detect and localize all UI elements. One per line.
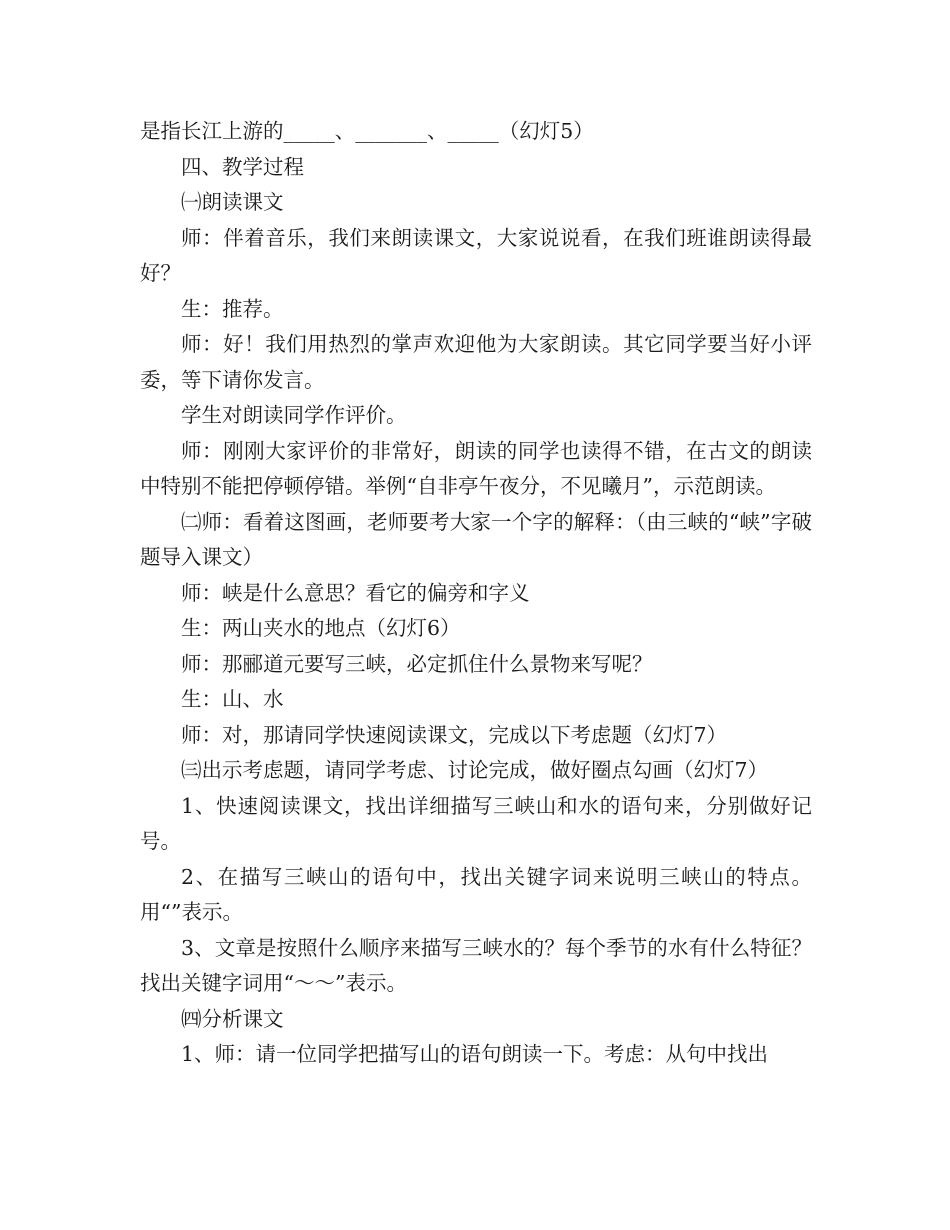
paragraph: 师：那郦道元要写三峡，必定抓住什么景物来写呢？ — [181, 651, 653, 676]
paragraph: 四、教学过程 — [181, 154, 304, 179]
paragraph: 生：山、水 — [181, 687, 284, 711]
paragraph: 1、师：请一位同学把描写山的语句朗读一下。考虑：从句中找出 — [181, 1042, 769, 1066]
paragraph: 师：伴着音乐，我们来朗读课文，大家说说看，在我们班谁朗读得最好？ — [140, 225, 812, 285]
paragraph: 生：两山夹水的地点（幻灯6） — [181, 616, 461, 640]
paragraph: 生：推荐。 — [181, 296, 284, 321]
paragraph: ㈡师：看着这图画，老师要考大家一个字的解释：（由三峡的“峡”字破题导入课文） — [140, 509, 812, 569]
paragraph: ㈣分析课文 — [181, 1006, 284, 1031]
document-body — [140, 114, 812, 1073]
paragraph: ㈢出示考虑题，请同学考虑、讨论完成，做好圈点勾画（幻灯7） — [181, 758, 769, 782]
paragraph: 学生对朗读同学作评价。 — [181, 403, 407, 427]
paragraph: 师：峡是什么意思？看它的偏旁和字义 — [181, 580, 530, 605]
paragraph: 师：刚刚大家评价的非常好，朗读的同学也读得不错，在古文的朗读中特别不能把停顿停错。举例“自非亭午夜分，不见曦月”，示范朗读。 — [140, 438, 812, 498]
paragraph: 师：好！我们用热烈的掌声欢迎他为大家朗读。其它同学要当好小评委，等下请你发言。 — [140, 332, 812, 392]
paragraph: 1、快速阅读课文，找出详细描写三峡山和水的语句来，分别做好记号。 — [140, 793, 812, 853]
paragraph: 师：对，那请同学快速阅读课文，完成以下考虑题（幻灯7） — [181, 722, 728, 747]
paragraph: 3、文章是按照什么顺序来描写三峡水的？每个季节的水有什么特征？找出关键字词用“～～”表示。 — [140, 935, 812, 995]
paragraph: 2、在描写三峡山的语句中，找出关键字词来说明三峡山的特点。用“”表示。 — [140, 864, 812, 924]
paragraph: 是指长江上游的_____、_______、_____（幻灯5） — [140, 119, 594, 143]
paragraph: ㈠朗读课文 — [181, 190, 284, 214]
